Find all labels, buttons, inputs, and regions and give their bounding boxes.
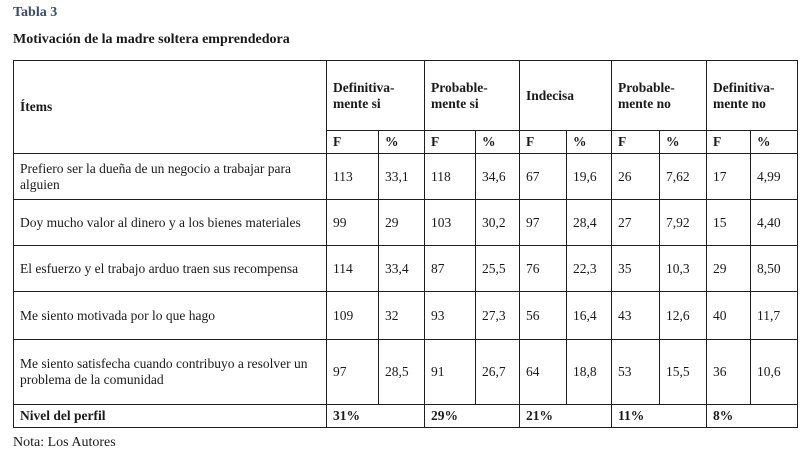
motivation-table [13,60,798,428]
group-header-probablemente-no: Probable- mente no [612,61,707,131]
value-cell: 33,1 [379,154,425,200]
value-cell: 10,6 [751,340,798,405]
value-cell: 15 [707,200,751,246]
value-cell: 40 [707,292,751,340]
table-caption: Motivación de la madre soltera emprendedora [13,32,290,47]
group-header-indecisa: Indecisa [520,61,612,131]
items-header: Ítems [14,61,327,154]
value-cell: 28,4 [567,200,612,246]
item-cell: Me siento motivada por lo que hago [14,292,327,340]
subheader-f: F [520,131,567,154]
value-cell: 28,5 [379,340,425,405]
value-cell: 34,6 [476,154,520,200]
table-number: Tabla 3 [13,5,58,20]
subheader-pct: % [567,131,612,154]
value-cell: 17 [707,154,751,200]
value-cell: 118 [425,154,476,200]
value-cell: 99 [327,200,379,246]
table-row [14,292,798,340]
value-cell: 29 [707,246,751,292]
value-cell: 8,50 [751,246,798,292]
source-note: Nota: Los Autores [13,435,116,450]
group-header-definitivamente-no: Definitiva- mente no [707,61,798,131]
profile-level-value: 21% [520,405,612,428]
value-cell: 114 [327,246,379,292]
profile-level-value: 11% [612,405,707,428]
table-row [14,154,798,200]
value-cell: 35 [612,246,660,292]
value-cell: 10,3 [660,246,707,292]
header-row-groups [14,61,798,131]
value-cell: 103 [425,200,476,246]
profile-level-row [14,405,798,428]
value-cell: 32 [379,292,425,340]
value-cell: 19,6 [567,154,612,200]
value-cell: 27,3 [476,292,520,340]
profile-level-label: Nivel del perfil [14,405,327,428]
value-cell: 113 [327,154,379,200]
subheader-f: F [707,131,751,154]
value-cell: 12,6 [660,292,707,340]
value-cell: 18,8 [567,340,612,405]
value-cell: 7,92 [660,200,707,246]
profile-level-value: 29% [425,405,520,428]
value-cell: 25,5 [476,246,520,292]
value-cell: 26 [612,154,660,200]
value-cell: 93 [425,292,476,340]
profile-level-value: 31% [327,405,425,428]
value-cell: 109 [327,292,379,340]
value-cell: 56 [520,292,567,340]
profile-level-value: 8% [707,405,798,428]
table-row [14,246,798,292]
item-cell: El esfuerzo y el trabajo arduo traen sus recompensa [14,246,327,292]
value-cell: 30,2 [476,200,520,246]
value-cell: 43 [612,292,660,340]
value-cell: 97 [520,200,567,246]
value-cell: 67 [520,154,567,200]
value-cell: 36 [707,340,751,405]
value-cell: 33,4 [379,246,425,292]
subheader-pct: % [660,131,707,154]
value-cell: 53 [612,340,660,405]
value-cell: 97 [327,340,379,405]
item-cell: Prefiero ser la dueña de un negocio a trabajar para alguien [14,154,327,200]
subheader-f: F [425,131,476,154]
subheader-pct: % [751,131,798,154]
item-cell: Doy mucho valor al dinero y a los bienes materiales [14,200,327,246]
value-cell: 4,40 [751,200,798,246]
value-cell: 26,7 [476,340,520,405]
value-cell: 22,3 [567,246,612,292]
group-header-definitivamente-si: Definitiva- mente si [327,61,425,131]
value-cell: 15,5 [660,340,707,405]
value-cell: 29 [379,200,425,246]
group-header-probablemente-si: Probable- mente si [425,61,520,131]
subheader-f: F [327,131,379,154]
table-row [14,200,798,246]
value-cell: 27 [612,200,660,246]
subheader-pct: % [379,131,425,154]
value-cell: 64 [520,340,567,405]
value-cell: 91 [425,340,476,405]
table-row [14,340,798,405]
value-cell: 16,4 [567,292,612,340]
value-cell: 4,99 [751,154,798,200]
value-cell: 76 [520,246,567,292]
item-cell: Me siento satisfecha cuando contribuyo a resolver un problema de la comunidad [14,340,327,405]
value-cell: 87 [425,246,476,292]
subheader-f: F [612,131,660,154]
subheader-pct: % [476,131,520,154]
value-cell: 11,7 [751,292,798,340]
value-cell: 7,62 [660,154,707,200]
